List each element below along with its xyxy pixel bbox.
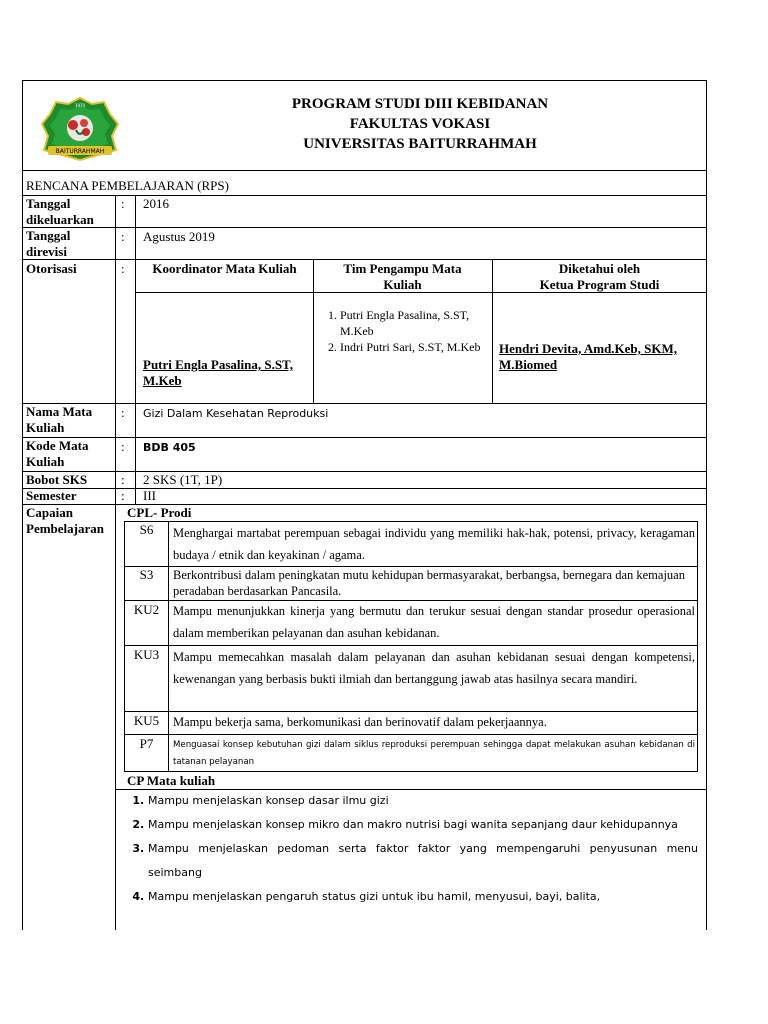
- diketahui-heading: [493, 261, 706, 293]
- header-block: [150, 94, 690, 154]
- document-title: RENCANA PEMBELAJARAN (RPS): [26, 178, 229, 193]
- value-tanggal-direvisi: Agustus 2019: [143, 229, 215, 244]
- header-line3: UNIVERSITAS BAITURRAHMAH: [303, 136, 537, 152]
- cpmk-item: 3. Mampu menjelaskan pedoman serta faktor faktor yang mempengaruhi penyusunan menu seimbang: [148, 837, 698, 885]
- tim-member: 1. Putri Engla Pasalina, S.ST, M.Keb: [340, 307, 488, 339]
- label-tanggal-direvisi: Tanggal direvisi: [26, 228, 71, 259]
- cpl-code: KU2: [133, 602, 160, 617]
- university-logo: [40, 96, 120, 162]
- label-nama-mata-kuliah: Nama Mata Kuliah: [26, 404, 93, 435]
- label-capaian-pembelajaran: [26, 505, 104, 537]
- cpl-text: Mampu menunjukkan kinerja yang bermutu dan terukur sesuai dengan standar prosedur operasional dalam memberikan pelayanan dan asuhan kebidanan.: [173, 604, 695, 640]
- value-semester: III: [143, 488, 156, 503]
- colon: :: [121, 196, 125, 211]
- label-capaian-line2: Pembelajaran: [26, 521, 104, 536]
- cp-mata-kuliah-list: [118, 789, 698, 909]
- colon: :: [121, 439, 125, 454]
- cpl-text: Mampu memecahkan masalah dalam pelayanan dan asuhan kebidanan sesuai dengan kompetensi, kewenangan yang berbasis bukti ilmiah dan bertanggung jawab atas hasilnya secara mandiri.: [173, 650, 695, 686]
- logo-year-text: 1970: [74, 103, 86, 108]
- header-line1: PROGRAM STUDI DIII KEBIDANAN: [291, 96, 549, 112]
- label-tanggal-dikeluarkan: Tanggal dikeluarkan: [26, 196, 94, 227]
- value-nama-mata-kuliah: Gizi Dalam Kesehatan Reproduksi: [143, 407, 329, 420]
- value-tanggal-dikeluarkan: 2016: [143, 196, 169, 211]
- cpl-code: KU3: [133, 647, 160, 662]
- cpl-text: Menguasai konsep kebutuhan gizi dalam siklus reproduksi perempuan sehingga dapat melakukan asuhan kebidanan di tatanan pelayanan: [173, 740, 695, 767]
- cpmk-item: 2. Mampu menjelaskan konsep mikro dan makro nutrisi bagi wanita sepanjang daur kehidupannya: [148, 813, 698, 837]
- koordinator-heading: Koordinator Mata Kuliah: [152, 261, 297, 276]
- tim-pengampu-list: [318, 307, 488, 355]
- cpmk-item: 4. Mampu menjelaskan pengaruh status gizi untuk ibu hamil, menyusui, bayi, balita,: [148, 885, 698, 909]
- koordinator-name: Putri Engla Pasalina, S.ST, M.Keb: [143, 357, 294, 388]
- cpl-code: S3: [139, 567, 154, 582]
- label-capaian-line1: Capaian: [26, 505, 73, 520]
- cpl-code: KU5: [133, 713, 160, 728]
- value-bobot-sks: 2 SKS (1T, 1P): [143, 472, 223, 487]
- cpmk-item: 1. Mampu menjelaskan konsep dasar ilmu gizi: [148, 789, 698, 813]
- cpl-code: S6: [139, 522, 154, 537]
- colon: :: [121, 472, 125, 487]
- colon: :: [121, 405, 125, 420]
- label-otorisasi: Otorisasi: [26, 261, 77, 276]
- diketahui-heading-line2: Ketua Program Studi: [539, 277, 660, 292]
- label-bobot-sks: Bobot SKS: [26, 472, 88, 487]
- colon: :: [121, 229, 125, 244]
- diketahui-heading-line1: Diketahui oleh: [558, 261, 641, 276]
- label-kode-mata-kuliah: Kode Mata Kuliah: [26, 438, 89, 469]
- colon: :: [121, 488, 125, 503]
- value-kode-mata-kuliah: BDB 405: [143, 441, 196, 454]
- cpl-text: Berkontribusi dalam peningkatan mutu kehidupan bermasyarakat, berbangsa, bernegara dan kemajuan peradaban berdasarkan Pancasila.: [173, 568, 685, 598]
- cpl-prodi-title: CPL- Prodi: [127, 505, 192, 520]
- ketua-name: Hendri Devita, Amd.Keb, SKM, M.Biomed: [499, 341, 678, 372]
- colon: :: [121, 261, 125, 276]
- cpl-text: Menghargai martabat perempuan sebagai individu yang memiliki hak-hak, potensi, privacy, keragaman budaya / etnik dan keyakinan / agama.: [173, 526, 695, 562]
- cpl-text: Mampu bekerja sama, berkomunikasi dan berinovatif dalam pekerjaannya.: [173, 715, 547, 729]
- cp-mata-kuliah-title: CP Mata kuliah: [127, 773, 216, 788]
- tim-pengampu-heading: Tim Pengampu Mata Kuliah: [343, 261, 462, 292]
- cpl-code: P7: [139, 736, 154, 751]
- logo-banner-text: BAITURRAHMAH: [55, 148, 105, 155]
- label-semester: Semester: [26, 488, 77, 503]
- header-line2: FAKULTAS VOKASI: [349, 116, 491, 132]
- tim-member: 2. Indri Putri Sari, S.ST, M.Keb: [340, 339, 488, 355]
